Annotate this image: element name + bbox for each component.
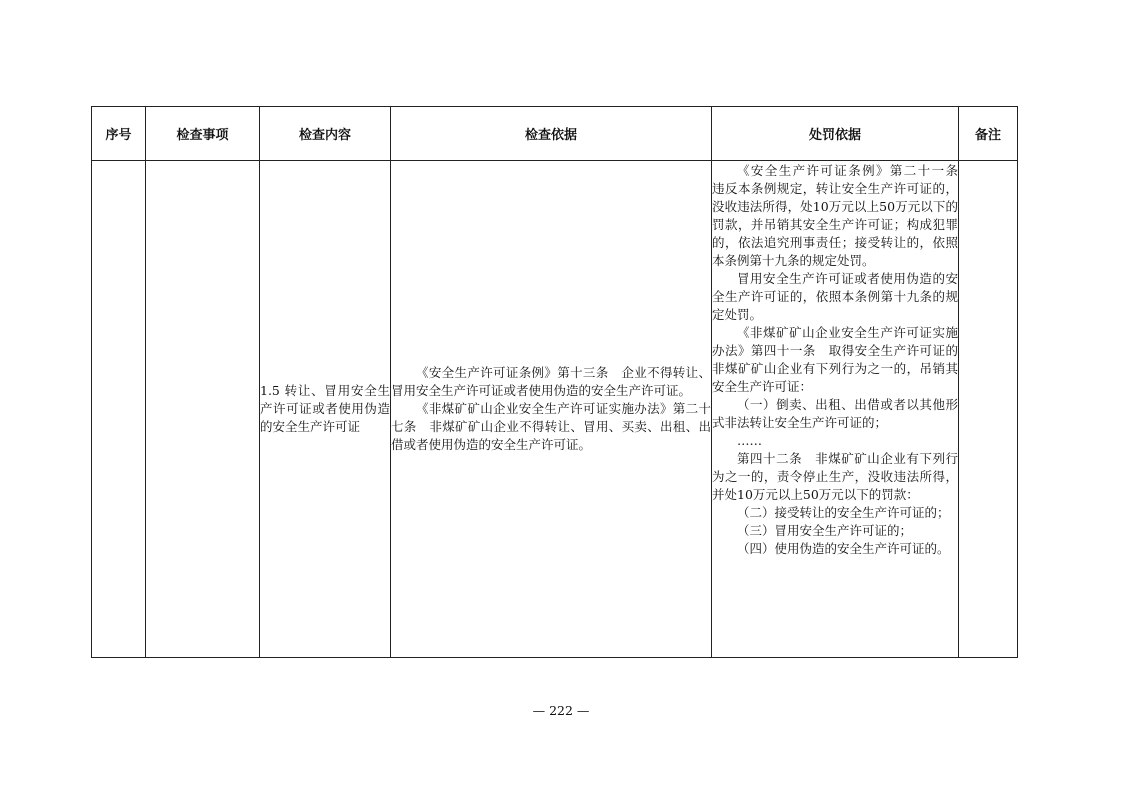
penalty-paragraph: （二）接受转让的安全生产许可证的； xyxy=(737,505,950,520)
cell-basis xyxy=(391,161,712,658)
penalty-paragraph: 冒用安全生产许可证或者使用伪造的安全生产许可证的，依照本条例第十九条的规定处罚。 xyxy=(712,271,958,322)
inspection-table xyxy=(91,106,1018,658)
cell-penalty xyxy=(712,161,971,658)
basis-paragraph: 《非煤矿矿山企业安全生产许可证实施办法》第二十七条 非煤矿矿山企业不得转让、冒用、买卖、出租、出借或者使用伪造的安全生产许可证。 xyxy=(391,401,711,452)
header-remark: 备注 xyxy=(959,107,1018,161)
header-content: 检查内容 xyxy=(260,107,391,161)
page-number: — 222 — xyxy=(532,703,590,718)
table-header-row xyxy=(92,107,1018,161)
content-text: 1.5 转让、冒用安全生产许可证或者使用伪造的安全生产许可证 xyxy=(260,383,390,434)
penalty-paragraph: （四）使用伪造的安全生产许可证的。 xyxy=(737,541,950,556)
penalty-paragraph: 第四十二条 非煤矿矿山企业有下列行为之一的，责令停止生产，没收违法所得，并处10万元以上50万元以下的罚款： xyxy=(712,451,958,502)
cell-content xyxy=(260,161,391,658)
cell-remark xyxy=(959,161,1018,658)
penalty-paragraph: 《安全生产许可证条例》第二十一条 违反本条例规定，转让安全生产许可证的，没收违法所得，处10万元以上50万元以下的罚款，并吊销其安全生产许可证；构成犯罪的，依法追究刑事责任；接受转让的，依照本条例第十九条的规定处罚。 xyxy=(712,163,971,268)
penalty-paragraph: 《非煤矿矿山企业安全生产许可证实施办法》第四十一条 取得安全生产许可证的非煤矿矿山企业有下列行为之一的，吊销其安全生产许可证： xyxy=(712,325,958,394)
penalty-paragraph: （一）倒卖、出租、出借或者以其他形式非法转让安全生产许可证的； xyxy=(712,397,958,430)
header-penalty: 处罚依据 xyxy=(712,107,959,161)
basis-paragraph: 《安全生产许可证条例》第十三条 企业不得转让、冒用安全生产许可证或者使用伪造的安全生产许可证。 xyxy=(391,365,711,398)
cell-item xyxy=(146,161,260,658)
cell-seq xyxy=(92,161,146,658)
header-seq: 序号 xyxy=(92,107,146,161)
table-row xyxy=(92,161,1018,658)
header-item: 检查事项 xyxy=(146,107,260,161)
header-basis: 检查依据 xyxy=(391,107,712,161)
penalty-paragraph: （三）冒用安全生产许可证的； xyxy=(737,523,913,538)
penalty-ellipsis: …… xyxy=(737,433,762,448)
